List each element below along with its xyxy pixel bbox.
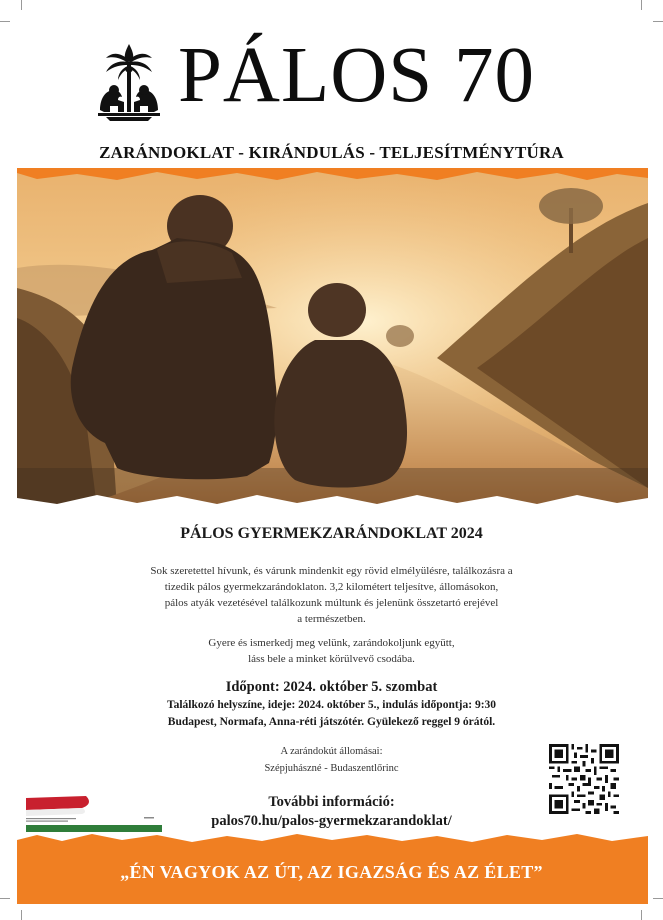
- crop-mark: [641, 0, 642, 10]
- invitation-line: láss bele a minket körülvevő csodába.: [248, 653, 415, 665]
- crop-mark: [641, 910, 642, 920]
- stations-value: Szépjuhászné - Budaszentlőrinc: [264, 763, 399, 774]
- event-date: Időpont: 2024. október 5. szombat: [225, 679, 438, 695]
- crop-mark: [653, 21, 663, 22]
- invitation-line: tizedik pálos gyermekzarándoklaton. 3,2 kilométert teljesítve, állomásokon,: [164, 581, 499, 593]
- crop-mark: [21, 910, 22, 920]
- meeting-info: Találkozó helyszíne, ideje: 2024. október 5., indulás időpontja: 9:30: [166, 699, 497, 711]
- subtitle: ZARÁNDOKLAT - KIRÁNDULÁS - TELJESÍTMÉNYTÚRA: [99, 143, 564, 162]
- website-link[interactable]: palos70.hu/palos-gyermekzarandoklat/: [211, 813, 452, 829]
- invitation-paragraph: [80, 563, 583, 627]
- invitation-paragraph-2: [80, 635, 583, 667]
- invitation-line: Gyere és ismerkedj meg velünk, zarándokoljunk együtt,: [208, 637, 455, 649]
- crop-mark: [0, 898, 10, 899]
- stations-label: A zarándokút állomásai:: [280, 746, 383, 757]
- meeting-place: Budapest, Normafa, Anna-réti játszótér. Gyülekező reggel 9 órától.: [167, 716, 496, 728]
- motto-text: „ÉN VAGYOK AZ ÚT, AZ IGAZSÁG ÉS AZ ÉLET”: [120, 862, 543, 882]
- page-title: PÁLOS 70: [178, 32, 535, 119]
- crop-mark: [0, 21, 10, 22]
- invitation-line: pálos atyák vezetésével találkozunk múltunk és jelenünk összetartó erejével: [164, 597, 499, 609]
- invitation-line: Sok szeretettel hívunk, és várunk mindenkit egy rövid elmélyülésre, találkozásra a: [150, 565, 513, 577]
- crop-mark: [21, 0, 22, 10]
- crop-mark: [653, 898, 663, 899]
- father-and-son-on-path-photo: [17, 168, 648, 508]
- more-info-label: További információ:: [268, 794, 395, 810]
- palm-tree-lions-crest-icon: [96, 40, 162, 122]
- invitation-line: a természetben.: [297, 613, 366, 625]
- event-title: PÁLOS GYERMEKZARÁNDOKLAT 2024: [180, 525, 483, 542]
